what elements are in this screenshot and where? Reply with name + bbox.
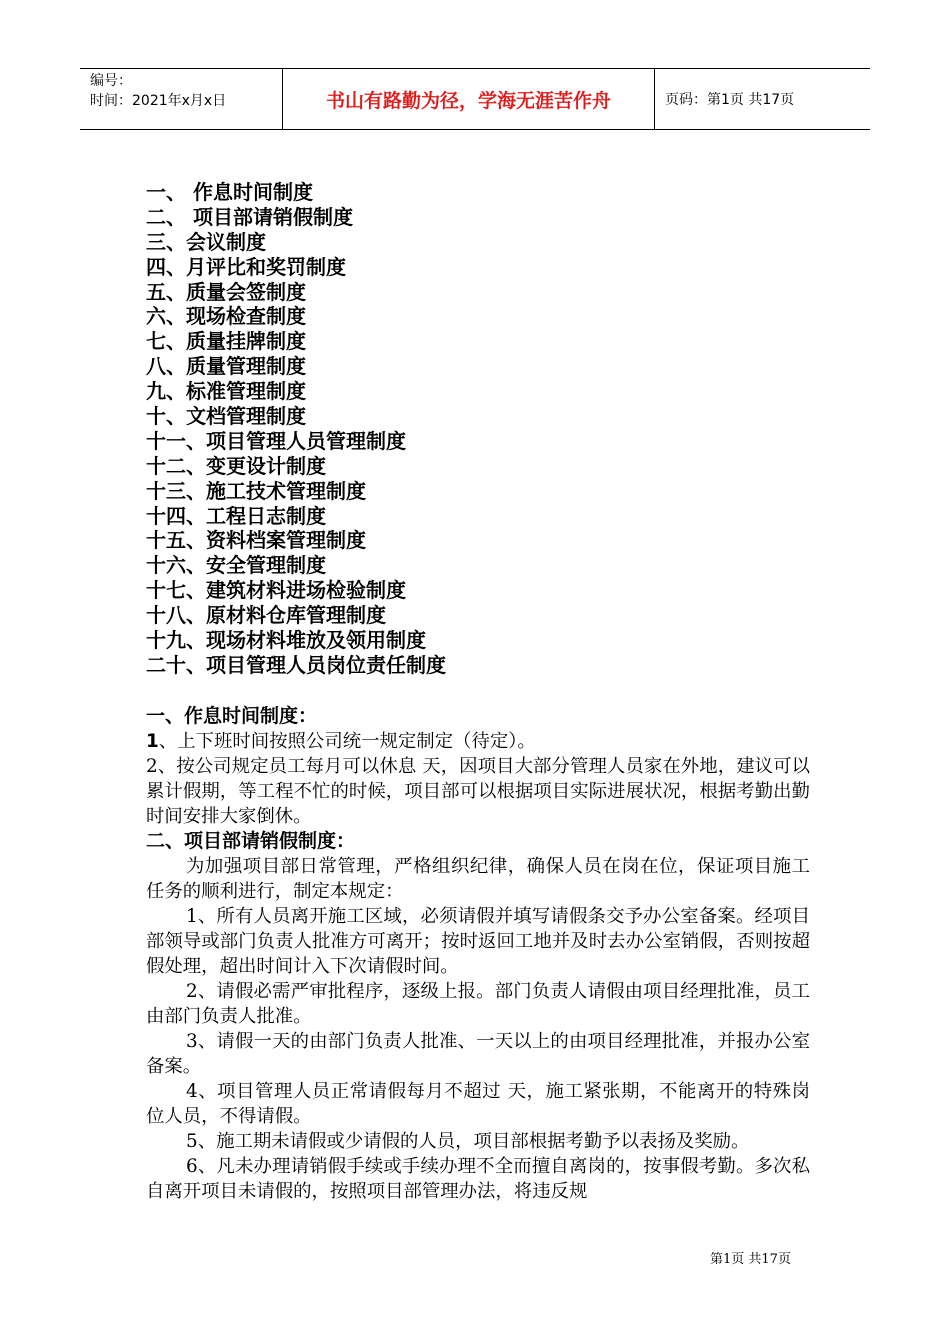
section1-item-1 bbox=[146, 729, 810, 754]
document-number-label: 编号： bbox=[90, 73, 132, 89]
header-motto: 书山有路勤为径，学海无涯苦作舟 bbox=[282, 69, 655, 129]
toc-item: 十五、资料档案管理制度 bbox=[146, 528, 366, 553]
toc-item: 二十、项目管理人员岗位责任制度 bbox=[146, 652, 446, 677]
section-heading-leave: 二、项目部请销假制度： bbox=[146, 830, 356, 852]
toc-item: 一、 作息时间制度 bbox=[146, 180, 313, 204]
section2-item: 4、项目管理人员正常请假每月不超过 天，施工紧张期，不能离开的特殊岗位人员，不得请假。 bbox=[146, 1081, 810, 1127]
toc-item: 四、月评比和奖罚制度 bbox=[146, 254, 346, 279]
toc-item: 二、 项目部请销假制度 bbox=[146, 204, 353, 229]
document-body bbox=[146, 704, 810, 1204]
section2-item: 1、所有人员离开施工区域，必须请假并填写请假条交予办公室备案。经项目部领导或部门负责人批准方可离开；按时返回工地并及时去办公室销假，否则按超假处理，超出时间计入下次请假时间。 bbox=[146, 906, 810, 977]
toc-item: 十九、现场材料堆放及领用制度 bbox=[146, 628, 426, 653]
toc-item: 三、会议制度 bbox=[146, 229, 266, 254]
header-page-info: 页码：第1页 共17页 bbox=[665, 92, 795, 108]
section2-item: 3、请假一天的由部门负责人批准、一天以上的由项目经理批准，并报办公室备案。 bbox=[146, 1031, 810, 1077]
toc-item: 十三、施工技术管理制度 bbox=[146, 478, 366, 503]
toc-item: 六、现场检查制度 bbox=[146, 304, 306, 329]
document-header bbox=[80, 68, 870, 130]
section2-item: 5、施工期未请假或少请假的人员，项目部根据考勤予以表扬及奖励。 bbox=[186, 1131, 750, 1152]
header-meta bbox=[80, 69, 282, 129]
table-of-contents bbox=[146, 180, 806, 678]
toc-item: 十一、项目管理人员管理制度 bbox=[146, 428, 406, 453]
document-date: 时间：2021年x月x日 bbox=[90, 93, 227, 109]
toc-item: 十四、工程日志制度 bbox=[146, 503, 326, 528]
section2-item: 2、请假必需严审批程序，逐级上报。部门负责人请假由项目经理批准，员工由部门负责人批准。 bbox=[146, 981, 810, 1027]
toc-item: 十八、原材料仓库管理制度 bbox=[146, 603, 386, 628]
section2-item: 6、凡未办理请销假手续或手续办理不全而擅自离岗的，按事假考勤。多次私自离开项目未请假的，按照项目部管理办法，将违反规 bbox=[146, 1156, 810, 1202]
section1-item-2: 2、按公司规定员工每月可以休息 天，因项目大部分管理人员家在外地，建议可以累计假期，等工程不忙的时候，项目部可以根据项目实际进展状况，根据考勤出勤时间安排大家倒休。 bbox=[146, 756, 810, 827]
page-footer: 第1页 共17页 bbox=[710, 1252, 791, 1267]
section2-intro: 为加强项目部日常管理，严格组织纪律，确保人员在岗在位，保证项目施工任务的顺利进行，制定本规定： bbox=[146, 856, 810, 902]
toc-item: 九、标准管理制度 bbox=[146, 379, 306, 404]
toc-item: 十七、建筑材料进场检验制度 bbox=[146, 578, 406, 603]
toc-item: 八、质量管理制度 bbox=[146, 354, 306, 379]
toc-item: 十、文档管理制度 bbox=[146, 404, 306, 429]
item-number: 1 bbox=[146, 731, 159, 752]
toc-item: 十六、安全管理制度 bbox=[146, 553, 326, 578]
item-text: 、上下班时间按照公司统一规定制定（待定）。 bbox=[158, 731, 536, 752]
section-heading-work-hours: 一、作息时间制度： bbox=[146, 705, 318, 727]
toc-item: 七、质量挂牌制度 bbox=[146, 329, 306, 354]
toc-item: 十二、变更设计制度 bbox=[146, 453, 326, 478]
toc-item: 五、质量会签制度 bbox=[146, 279, 306, 304]
